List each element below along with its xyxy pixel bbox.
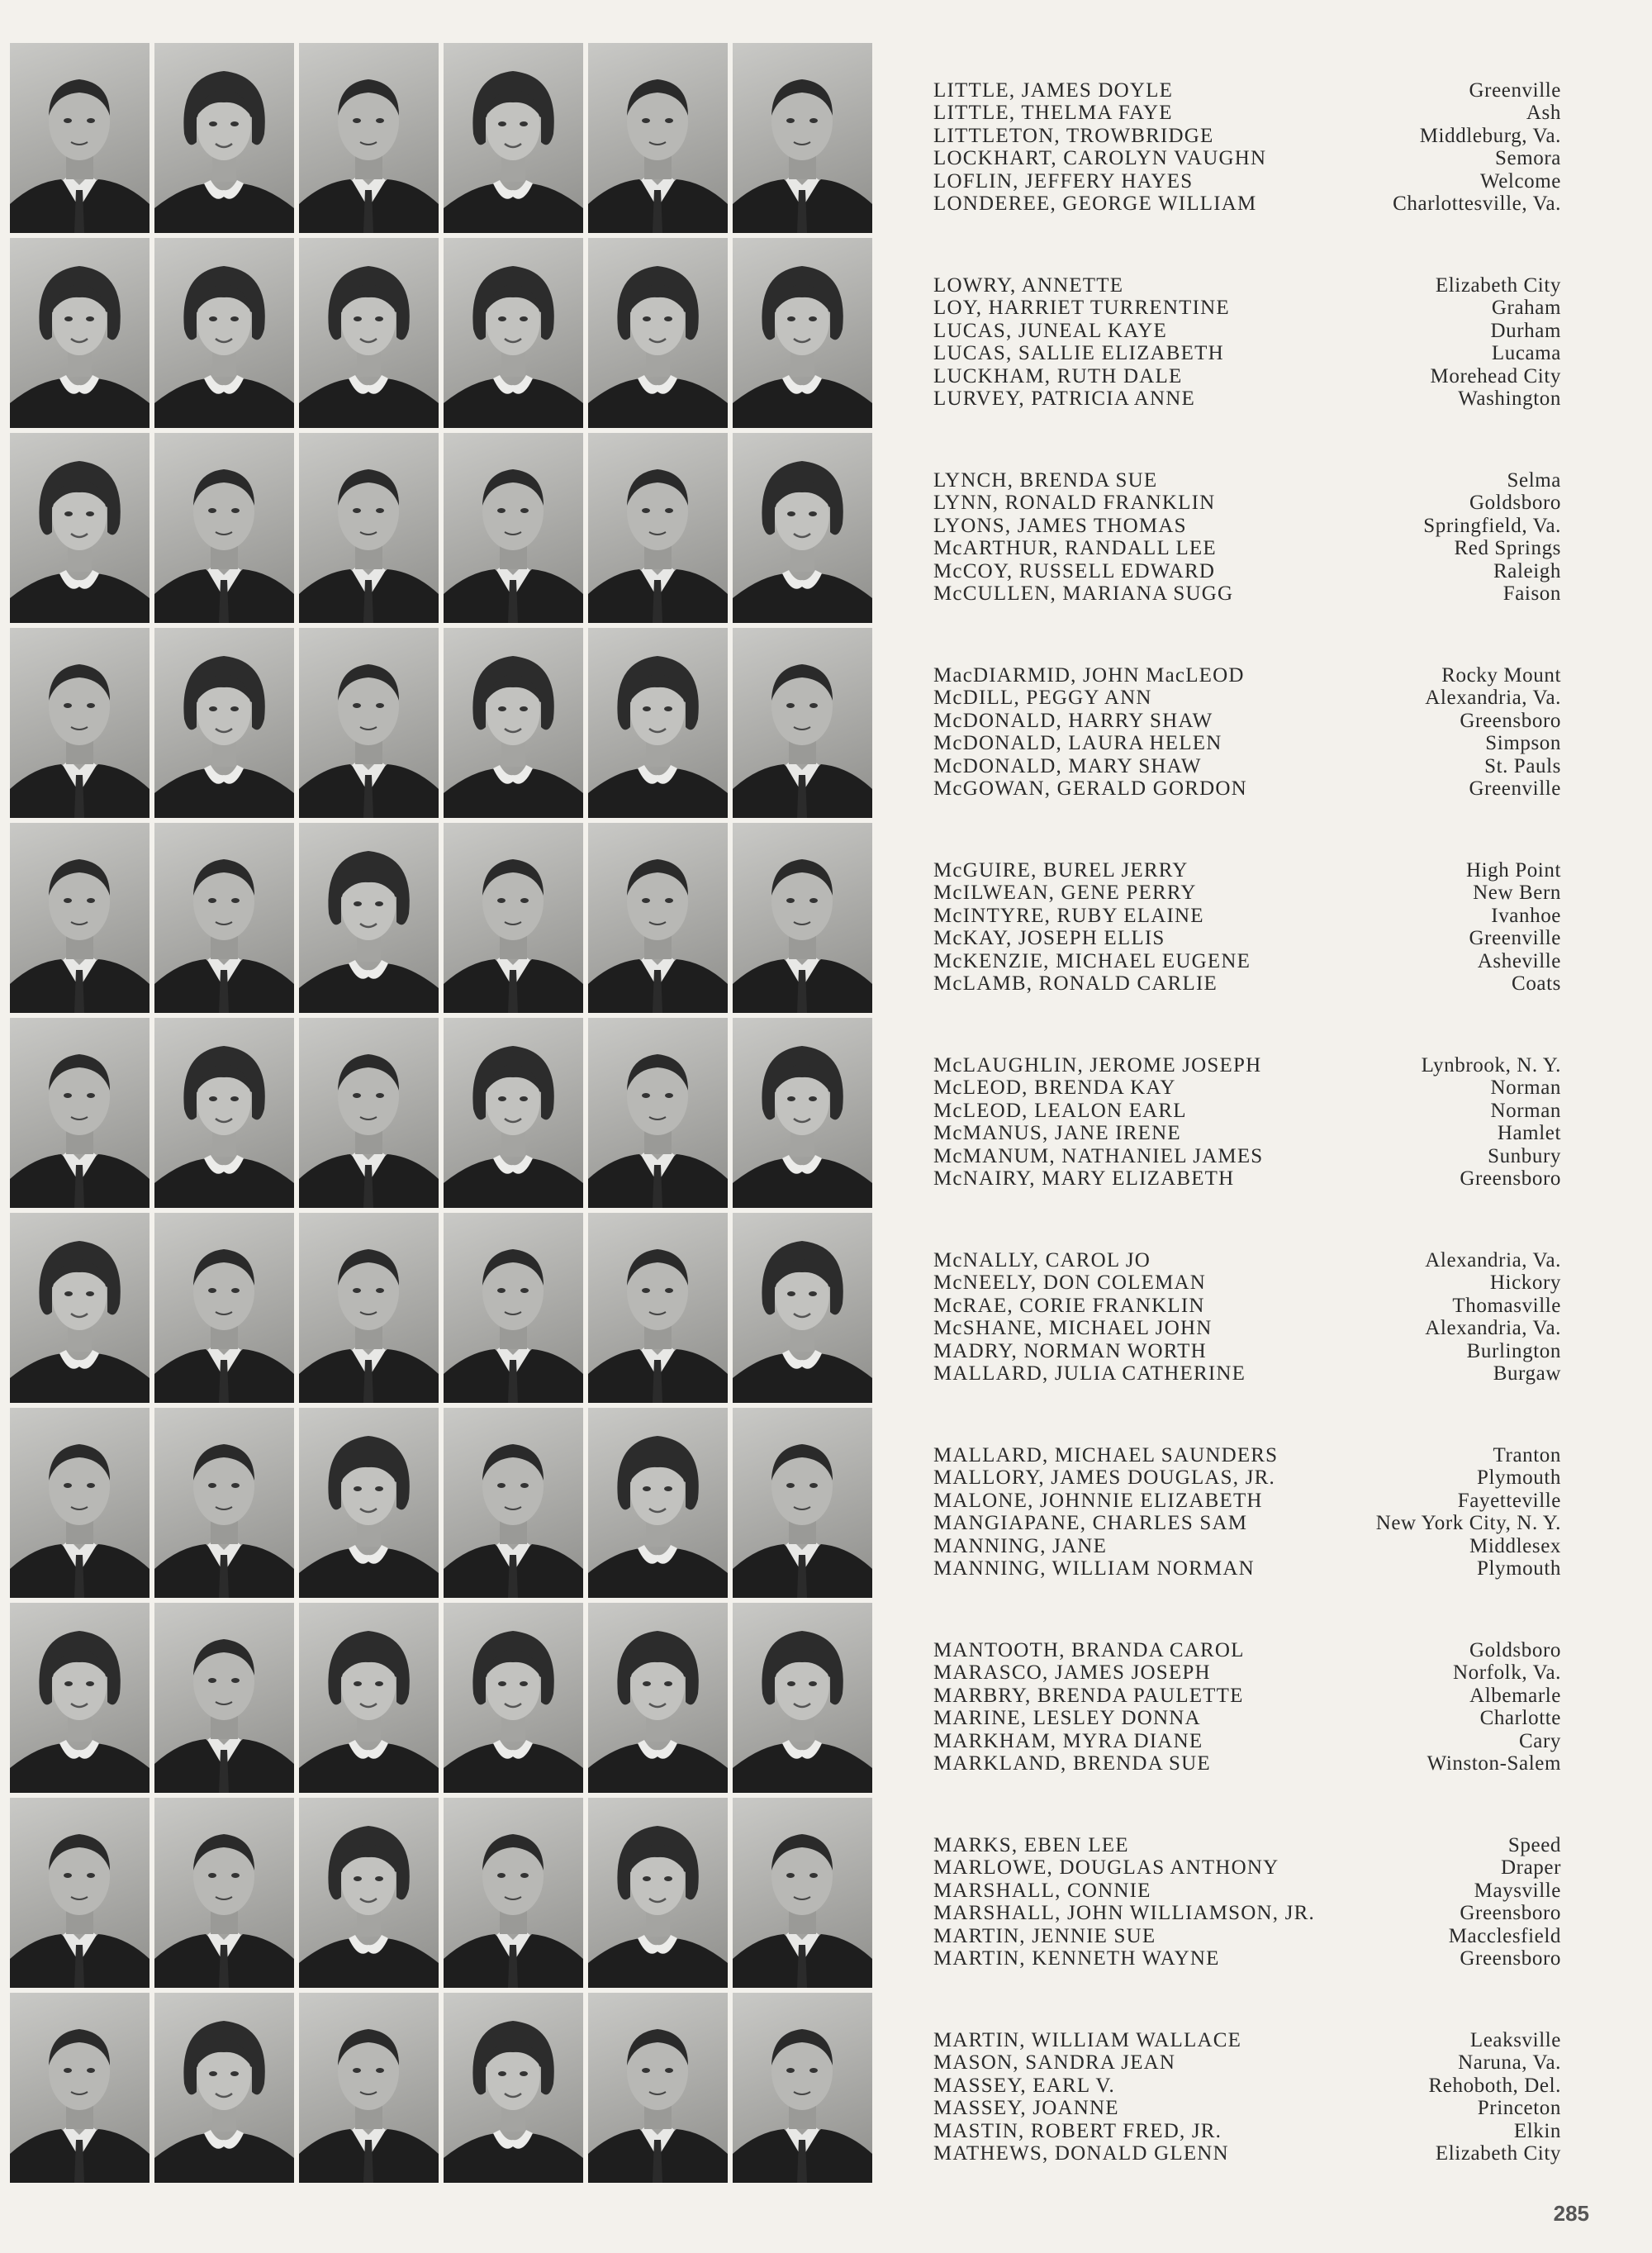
portrait-row <box>10 1993 885 2183</box>
page-number: 285 <box>1553 2201 1589 2226</box>
name-group <box>933 274 1561 469</box>
student-name: MALLARD, MICHAEL SAUNDERS <box>933 1444 1279 1466</box>
portrait-photo <box>588 1993 728 2183</box>
student-entry <box>933 492 1561 514</box>
portrait-photo <box>444 823 583 1013</box>
portrait-photo <box>10 1798 150 1988</box>
student-hometown: Charlottesville, Va. <box>1393 193 1561 216</box>
student-entry <box>933 515 1561 537</box>
student-hometown: Burgaw <box>1493 1362 1561 1386</box>
portrait-photo <box>154 1603 294 1793</box>
student-entry <box>933 1122 1561 1144</box>
student-hometown: Winston-Salem <box>1427 1752 1561 1775</box>
portrait-photo <box>733 433 872 623</box>
student-hometown: Speed <box>1507 1834 1561 1856</box>
portrait-photo <box>299 238 439 428</box>
student-hometown: Alexandria, Va. <box>1425 1249 1561 1271</box>
portrait-row <box>10 628 885 818</box>
student-entry <box>933 882 1561 904</box>
student-name: MANNING, JANE <box>933 1534 1108 1557</box>
student-entry <box>933 193 1561 215</box>
student-name: MANTOOTH, BRANDA CAROL <box>933 1639 1245 1661</box>
student-name: MALLARD, JULIA CATHERINE <box>933 1362 1246 1386</box>
student-hometown: Norfolk, Va. <box>1452 1661 1561 1685</box>
student-entry <box>933 1249 1561 1271</box>
student-hometown: Rehoboth, Del. <box>1428 2074 1561 2097</box>
portrait-photo <box>444 1798 583 1988</box>
portrait-row <box>10 1408 885 1598</box>
portrait-photo <box>299 43 439 233</box>
portrait-photo <box>733 1213 872 1403</box>
student-entry <box>933 1730 1561 1752</box>
student-name: MacDIARMID, JOHN MacLEOD <box>933 664 1245 687</box>
portrait-photo <box>10 1213 150 1403</box>
portrait-photo <box>588 238 728 428</box>
student-hometown: St. Pauls <box>1484 754 1561 777</box>
name-group <box>933 859 1561 1054</box>
student-name: MANGIAPANE, CHARLES SAM <box>933 1512 1248 1535</box>
student-hometown: Middleburg, Va. <box>1419 124 1561 147</box>
student-name: McNEELY, DON COLEMAN <box>933 1271 1207 1295</box>
student-name: McCOY, RUSSELL EDWARD <box>933 559 1216 582</box>
student-name: LUCAS, SALLIE ELIZABETH <box>933 342 1224 365</box>
name-group <box>933 1834 1561 2029</box>
student-name: McINTYRE, RUBY ELAINE <box>933 904 1204 927</box>
student-entry <box>933 1947 1561 1970</box>
student-name: MASON, SANDRA JEAN <box>933 2051 1176 2075</box>
student-name: MARTIN, KENNETH WAYNE <box>933 1947 1220 1970</box>
student-entry <box>933 2097 1561 2119</box>
portrait-photo <box>299 1213 439 1403</box>
name-group <box>933 79 1561 274</box>
portrait-photo <box>444 1603 583 1793</box>
portrait-photo <box>444 628 583 818</box>
portrait-photo <box>299 823 439 1013</box>
student-entry <box>933 1145 1561 1167</box>
student-hometown: Elizabeth City <box>1435 2142 1561 2165</box>
portrait-photo <box>154 1018 294 1208</box>
student-name: McNAIRY, MARY ELIZABETH <box>933 1167 1235 1191</box>
student-entry <box>933 2029 1561 2051</box>
student-entry <box>933 1444 1561 1466</box>
student-name: LOY, HARRIET TURRENTINE <box>933 297 1230 320</box>
portrait-row <box>10 1018 885 1208</box>
student-name: MASSEY, JOANNE <box>933 2097 1119 2120</box>
name-group <box>933 1639 1561 1834</box>
student-name: LITTLE, JAMES DOYLE <box>933 79 1174 102</box>
student-entry <box>933 170 1561 193</box>
student-hometown: Draper <box>1501 1856 1561 1880</box>
student-entry <box>933 125 1561 147</box>
portrait-photo <box>588 1213 728 1403</box>
portrait-photo <box>444 1018 583 1208</box>
student-hometown: Greensboro <box>1460 1947 1561 1970</box>
student-entry <box>933 1512 1561 1534</box>
student-hometown: Semora <box>1495 147 1561 170</box>
student-entry <box>933 1077 1561 1099</box>
portrait-photo <box>733 1798 872 1988</box>
student-name: McGUIRE, BUREL JERRY <box>933 859 1189 882</box>
portrait-photo <box>588 823 728 1013</box>
portrait-photo <box>299 1798 439 1988</box>
student-name: McDONALD, HARRY SHAW <box>933 709 1213 732</box>
portrait-row <box>10 1213 885 1403</box>
student-entry <box>933 905 1561 927</box>
student-entry <box>933 469 1561 492</box>
student-entry <box>933 1054 1561 1077</box>
student-hometown: Greenville <box>1469 777 1561 801</box>
student-hometown: Lynbrook, N. Y. <box>1421 1054 1561 1077</box>
student-name: McLEOD, BRENDA KAY <box>933 1077 1176 1100</box>
portrait-photo <box>299 1018 439 1208</box>
student-entry <box>933 1856 1561 1879</box>
student-entry <box>933 2142 1561 2165</box>
student-entry <box>933 387 1561 410</box>
student-name: McDILL, PEGGY ANN <box>933 687 1152 710</box>
student-hometown: Thomasville <box>1452 1294 1561 1317</box>
portrait-photo <box>733 238 872 428</box>
student-name: McLAMB, RONALD CARLIE <box>933 972 1218 996</box>
portrait-photo <box>10 43 150 233</box>
student-entry <box>933 2051 1561 2074</box>
portrait-photo <box>444 1993 583 2183</box>
student-name: LURVEY, PATRICIA ANNE <box>933 387 1195 411</box>
student-hometown: Princeton <box>1477 2097 1561 2120</box>
portrait-photo <box>154 628 294 818</box>
portrait-row <box>10 43 885 233</box>
student-hometown: Hamlet <box>1497 1122 1561 1145</box>
name-group <box>933 664 1561 859</box>
portrait-photo <box>154 1408 294 1598</box>
portrait-photo <box>733 628 872 818</box>
student-name: McARTHUR, RANDALL LEE <box>933 537 1217 560</box>
student-name: McGOWAN, GERALD GORDON <box>933 777 1247 801</box>
portrait-photo <box>154 1993 294 2183</box>
student-hometown: Greenville <box>1469 79 1561 102</box>
student-name: McSHANE, MICHAEL JOHN <box>933 1317 1213 1340</box>
portrait-photo <box>588 628 728 818</box>
portrait-photo <box>733 1993 872 2183</box>
student-entry <box>933 1295 1561 1317</box>
portrait-photo <box>444 1213 583 1403</box>
portrait-photo <box>444 433 583 623</box>
student-hometown: Coats <box>1512 972 1561 996</box>
portrait-photo <box>444 43 583 233</box>
student-entry <box>933 1661 1561 1684</box>
portrait-photo <box>154 823 294 1013</box>
portrait-photo <box>10 433 150 623</box>
name-group <box>933 1054 1561 1249</box>
student-hometown: New Bern <box>1473 882 1561 905</box>
student-hometown: Lucama <box>1491 342 1561 365</box>
student-name: LUCAS, JUNEAL KAYE <box>933 319 1167 342</box>
student-hometown: Greensboro <box>1460 1902 1561 1925</box>
student-hometown: Asheville <box>1477 949 1561 972</box>
portrait-photo <box>10 628 150 818</box>
portrait-photo <box>154 238 294 428</box>
student-hometown: Simpson <box>1485 732 1561 755</box>
student-hometown: Burlington <box>1466 1339 1561 1362</box>
student-entry <box>933 859 1561 882</box>
student-name: McMANUM, NATHANIEL JAMES <box>933 1144 1264 1167</box>
student-hometown: Norman <box>1490 1099 1561 1122</box>
student-entry <box>933 1271 1561 1294</box>
student-hometown: Charlotte <box>1479 1707 1561 1730</box>
student-name: McDONALD, LAURA HELEN <box>933 732 1222 755</box>
student-name: MARTIN, JENNIE SUE <box>933 1924 1156 1947</box>
student-hometown: Plymouth <box>1476 1557 1561 1580</box>
student-entry <box>933 687 1561 709</box>
student-entry <box>933 1317 1561 1339</box>
student-entry <box>933 1340 1561 1362</box>
student-hometown: High Point <box>1465 859 1561 882</box>
student-hometown: Washington <box>1458 387 1561 411</box>
student-hometown: Red Springs <box>1454 537 1561 560</box>
student-hometown: Middlesex <box>1469 1534 1561 1557</box>
student-hometown: Sunbury <box>1488 1144 1561 1167</box>
student-hometown: Macclesfield <box>1448 1924 1561 1947</box>
portrait-photo <box>10 238 150 428</box>
student-entry <box>933 1100 1561 1122</box>
student-entry <box>933 732 1561 754</box>
student-name: MARKLAND, BRENDA SUE <box>933 1752 1211 1775</box>
student-hometown: Fayetteville <box>1457 1489 1561 1512</box>
student-name: McKAY, JOSEPH ELLIS <box>933 927 1165 950</box>
student-hometown: Greensboro <box>1460 709 1561 732</box>
portrait-row <box>10 1603 885 1793</box>
student-entry <box>933 1557 1561 1580</box>
student-hometown: Graham <box>1491 297 1561 320</box>
portrait-photo <box>588 43 728 233</box>
student-name: MARBRY, BRENDA PAULETTE <box>933 1684 1244 1707</box>
student-entry <box>933 1834 1561 1856</box>
name-group <box>933 469 1561 664</box>
portrait-row <box>10 823 885 1013</box>
portrait-photo <box>733 1603 872 1793</box>
portrait-photo <box>10 823 150 1013</box>
portrait-photo <box>299 628 439 818</box>
student-hometown: Raleigh <box>1493 559 1561 582</box>
student-name: McLEOD, LEALON EARL <box>933 1099 1187 1122</box>
portrait-row <box>10 1798 885 1988</box>
student-entry <box>933 2075 1561 2097</box>
student-name: MARKHAM, MYRA DIANE <box>933 1729 1203 1752</box>
student-entry <box>933 710 1561 732</box>
name-group <box>933 1249 1561 1444</box>
student-entry <box>933 755 1561 777</box>
student-entry <box>933 1902 1561 1924</box>
student-hometown: Elizabeth City <box>1435 274 1561 297</box>
student-name: McILWEAN, GENE PERRY <box>933 882 1197 905</box>
student-hometown: New York City, N. Y. <box>1375 1512 1561 1535</box>
student-hometown: Goldsboro <box>1469 1639 1561 1661</box>
portrait-photo <box>154 433 294 623</box>
student-entry <box>933 365 1561 387</box>
portrait-photo <box>10 1603 150 1793</box>
student-name: MARSHALL, JOHN WILLIAMSON, JR. <box>933 1902 1315 1925</box>
student-hometown: Plymouth <box>1476 1466 1561 1490</box>
student-entry <box>933 927 1561 949</box>
student-entry <box>933 777 1561 800</box>
student-name: MADRY, NORMAN WORTH <box>933 1339 1207 1362</box>
student-hometown: Alexandria, Va. <box>1425 1317 1561 1340</box>
student-entry <box>933 1362 1561 1385</box>
student-name: MALLORY, JAMES DOUGLAS, JR. <box>933 1466 1275 1490</box>
portrait-photo <box>299 1408 439 1598</box>
portrait-photo <box>444 238 583 428</box>
portrait-row <box>10 433 885 623</box>
student-name: MARLOWE, DOUGLAS ANTHONY <box>933 1856 1279 1880</box>
portrait-photo <box>444 1408 583 1598</box>
student-name: McCULLEN, MARIANA SUGG <box>933 582 1234 606</box>
student-hometown: Maysville <box>1474 1879 1561 1902</box>
student-name: LITTLETON, TROWBRIDGE <box>933 124 1214 147</box>
name-group <box>933 1444 1561 1639</box>
student-name: McMANUS, JANE IRENE <box>933 1122 1181 1145</box>
portrait-photo <box>733 1018 872 1208</box>
student-hometown: Faison <box>1502 582 1561 606</box>
student-name: MASSEY, EARL V. <box>933 2074 1115 2097</box>
student-hometown: Tranton <box>1493 1444 1561 1466</box>
portrait-photo <box>10 1993 150 2183</box>
student-name: McKENZIE, MICHAEL EUGENE <box>933 949 1251 972</box>
student-entry <box>933 1167 1561 1190</box>
portrait-grid <box>10 43 885 2188</box>
student-entry <box>933 950 1561 972</box>
student-hometown: Ash <box>1526 102 1561 125</box>
student-name: LOCKHART, CAROLYN VAUGHN <box>933 147 1267 170</box>
student-name: LITTLE, THELMA FAYE <box>933 102 1173 125</box>
student-entry <box>933 1685 1561 1707</box>
name-list <box>933 79 1561 2224</box>
student-name: McNALLY, CAROL JO <box>933 1249 1151 1271</box>
student-entry <box>933 147 1561 169</box>
student-hometown: Cary <box>1519 1729 1561 1752</box>
student-name: MANNING, WILLIAM NORMAN <box>933 1557 1255 1580</box>
student-entry <box>933 2120 1561 2142</box>
student-entry <box>933 537 1561 559</box>
student-name: LONDEREE, GEORGE WILLIAM <box>933 193 1257 216</box>
student-hometown: Leaksville <box>1469 2029 1561 2051</box>
student-name: MARKS, EBEN LEE <box>933 1834 1129 1856</box>
student-name: MARASCO, JAMES JOSEPH <box>933 1661 1211 1685</box>
student-name: MARTIN, WILLIAM WALLACE <box>933 2029 1242 2051</box>
student-hometown: Alexandria, Va. <box>1425 687 1561 710</box>
student-name: MARINE, LESLEY DONNA <box>933 1707 1201 1730</box>
portrait-photo <box>588 1798 728 1988</box>
portrait-photo <box>733 43 872 233</box>
student-name: LYNCH, BRENDA SUE <box>933 469 1158 492</box>
student-entry <box>933 582 1561 605</box>
student-hometown: Hickory <box>1489 1271 1561 1295</box>
student-entry <box>933 1925 1561 1947</box>
student-hometown: Greensboro <box>1460 1167 1561 1191</box>
student-hometown: Morehead City <box>1430 364 1561 387</box>
student-entry <box>933 297 1561 319</box>
student-entry <box>933 342 1561 364</box>
student-hometown: Goldsboro <box>1469 492 1561 515</box>
student-name: LOWRY, ANNETTE <box>933 274 1124 297</box>
student-name: LUCKHAM, RUTH DALE <box>933 364 1183 387</box>
student-hometown: Ivanhoe <box>1491 904 1561 927</box>
portrait-photo <box>299 433 439 623</box>
portrait-photo <box>588 1018 728 1208</box>
student-name: LYNN, RONALD FRANKLIN <box>933 492 1216 515</box>
student-name: MATHEWS, DONALD GLENN <box>933 2142 1229 2165</box>
student-name: MALONE, JOHNNIE ELIZABETH <box>933 1489 1263 1512</box>
student-entry <box>933 664 1561 687</box>
student-hometown: Naruna, Va. <box>1458 2051 1561 2075</box>
portrait-photo <box>588 1408 728 1598</box>
student-hometown: Selma <box>1507 469 1561 492</box>
student-entry <box>933 1490 1561 1512</box>
portrait-photo <box>733 1408 872 1598</box>
student-entry <box>933 1880 1561 1902</box>
student-hometown: Springfield, Va. <box>1423 514 1561 537</box>
student-entry <box>933 102 1561 124</box>
student-entry <box>933 1752 1561 1775</box>
student-name: McDONALD, MARY SHAW <box>933 754 1202 777</box>
portrait-photo <box>154 1213 294 1403</box>
student-entry <box>933 1466 1561 1489</box>
student-hometown: Welcome <box>1480 169 1561 193</box>
portrait-photo <box>154 1798 294 1988</box>
portrait-photo <box>10 1408 150 1598</box>
student-hometown: Rocky Mount <box>1441 664 1561 687</box>
student-entry <box>933 1639 1561 1661</box>
student-entry <box>933 560 1561 582</box>
student-name: McRAE, CORIE FRANKLIN <box>933 1294 1205 1317</box>
portrait-photo <box>154 43 294 233</box>
student-name: LOFLIN, JEFFERY HAYES <box>933 169 1194 193</box>
student-entry <box>933 274 1561 297</box>
student-entry <box>933 320 1561 342</box>
portrait-photo <box>299 1993 439 2183</box>
student-entry <box>933 1707 1561 1729</box>
student-name: MARSHALL, CONNIE <box>933 1879 1151 1902</box>
student-name: LYONS, JAMES THOMAS <box>933 514 1187 537</box>
student-hometown: Norman <box>1490 1077 1561 1100</box>
student-name: MASTIN, ROBERT FRED, JR. <box>933 2119 1222 2142</box>
portrait-photo <box>299 1603 439 1793</box>
student-hometown: Elkin <box>1513 2119 1561 2142</box>
student-entry <box>933 972 1561 995</box>
student-entry <box>933 1535 1561 1557</box>
student-entry <box>933 79 1561 102</box>
student-hometown: Albemarle <box>1469 1684 1561 1707</box>
student-hometown: Greenville <box>1469 927 1561 950</box>
portrait-photo <box>733 823 872 1013</box>
portrait-photo <box>588 433 728 623</box>
name-group <box>933 2029 1561 2224</box>
portrait-photo <box>588 1603 728 1793</box>
student-name: McLAUGHLIN, JEROME JOSEPH <box>933 1054 1262 1077</box>
portrait-row <box>10 238 885 428</box>
student-hometown: Durham <box>1490 319 1561 342</box>
portrait-photo <box>10 1018 150 1208</box>
